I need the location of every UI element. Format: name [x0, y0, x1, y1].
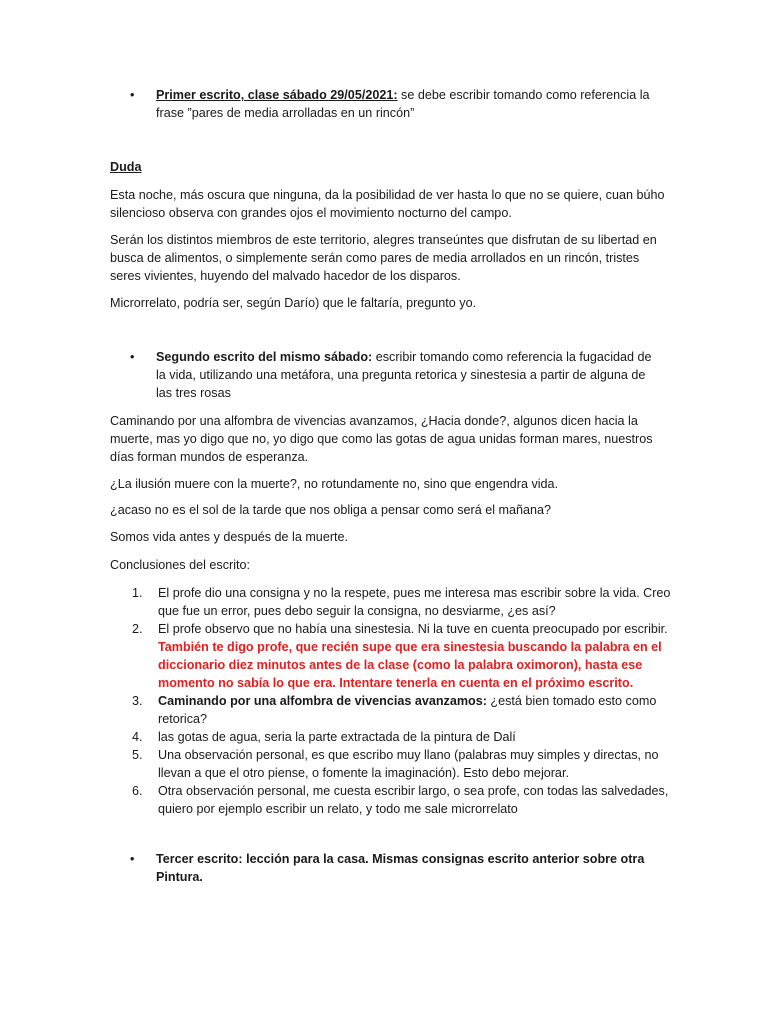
duda-paragraph-3: Microrrelato, podría ser, según Darío) que le faltaría, pregunto yo. [110, 296, 477, 310]
third-writing-text [156, 850, 656, 886]
body-paragraph-2: ¿La ilusión muere con la muerte?, no rotundamente no, sino que engendra vida. [110, 477, 559, 491]
list-item: 3. Caminando por una alfombra de vivencias avanzamos: ¿está bien tomado esto como retorica? [132, 694, 657, 726]
bullet-glyph: • [130, 350, 135, 364]
duda-paragraph-1: Esta noche, más oscura que ninguna, da la posibilidad de ver hasta lo que no se quiere, cuan búho silencioso observa con grandes ojos el movimiento nocturno del campo. [110, 188, 665, 220]
bullet-glyph: • [130, 852, 135, 866]
body-paragraph-4: Somos vida antes y después de la muerte. [110, 530, 349, 544]
third-writing-desc: lección para la casa. Mismas consignas escrito anterior sobre otra Pintura. [156, 852, 645, 884]
conclusions-heading: Conclusiones del escrito: [110, 558, 251, 572]
first-writing-title: Primer escrito, clase sábado 29/05/2021: [156, 88, 398, 102]
list-item: 1. El profe dio una consigna y no la respete, pues me interesa mas escribir sobre la vida. Creo que fue un error, pues debo seguir la consigna, no desviarme, ¿es así? [132, 586, 671, 618]
first-writing-desc: se debe escribir tomando como referencia la frase ”pares de media arrolladas en un rincón” [156, 88, 650, 120]
second-writing-title: Segundo escrito del mismo sábado: [156, 350, 373, 364]
list-item: 4. las gotas de agua, seria la parte extractada de la pintura de Dalí [132, 730, 516, 744]
body-paragraph-1: Caminando por una alfombra de vivencias avanzamos, ¿Hacia donde?, algunos dicen hacia la muerte, mas yo digo que no, yo digo que como las gotas de agua unidas forman mares, nuestros días forman mundos de esperanza. [110, 414, 653, 464]
first-writing-text [156, 86, 656, 122]
bullet-glyph: • [130, 88, 135, 102]
duda-paragraph-2: Serán los distintos miembros de este territorio, alegres transeúntes que disfrutan de su libertad en busca de alimentos, o simplemente serán como pares de media arrollados en un rincón, tristes seres vivientes, huyendo del malvado hacedor de los disparos. [110, 233, 657, 283]
body-paragraph-3: ¿acaso no es el sol de la tarde que nos obliga a pensar como será el mañana? [110, 503, 552, 517]
third-writing-title: Tercer escrito: [156, 852, 243, 866]
duda-heading: Duda [110, 160, 142, 174]
highlighted-note: También te digo profe, que recién supe que era sinestesia buscando la palabra en el diccionario diez minutos antes de la clase (como la palabra oximoron), hasta ese momento no sabía lo que era. Intentare tenerla en cuenta en el próximo escrito. [158, 640, 662, 690]
list-item: 5. Una observación personal, es que escribo muy llano (palabras muy simples y directas, no llevan a que el otro piense, o fomente la imaginación). Esto debo mejorar. [132, 748, 659, 780]
conclusions-list [132, 584, 678, 818]
second-writing-text [156, 348, 656, 402]
list-item: 2. El profe observo que no había una sinestesia. Ni la tuve en cuenta preocupado por escribir. También te digo profe, que recién supe que era sinestesia buscando la palabra en el diccionario diez minutos antes de la clase (como la palabra oximoron), hasta ese momento no sabía lo que era. Intentare tenerla en cuenta en el próximo escrito. [132, 622, 668, 690]
second-writing-desc: escribir tomando como referencia la fugacidad de la vida, utilizando una metáfora, una pregunta retorica y sinestesia a partir de alguna de las tres rosas [156, 350, 652, 400]
list-item: 6. Otra observación personal, me cuesta escribir largo, o sea profe, con todas las salvedades, quiero por ejemplo escribir un relato, y todo me sale microrrelato [132, 784, 669, 816]
